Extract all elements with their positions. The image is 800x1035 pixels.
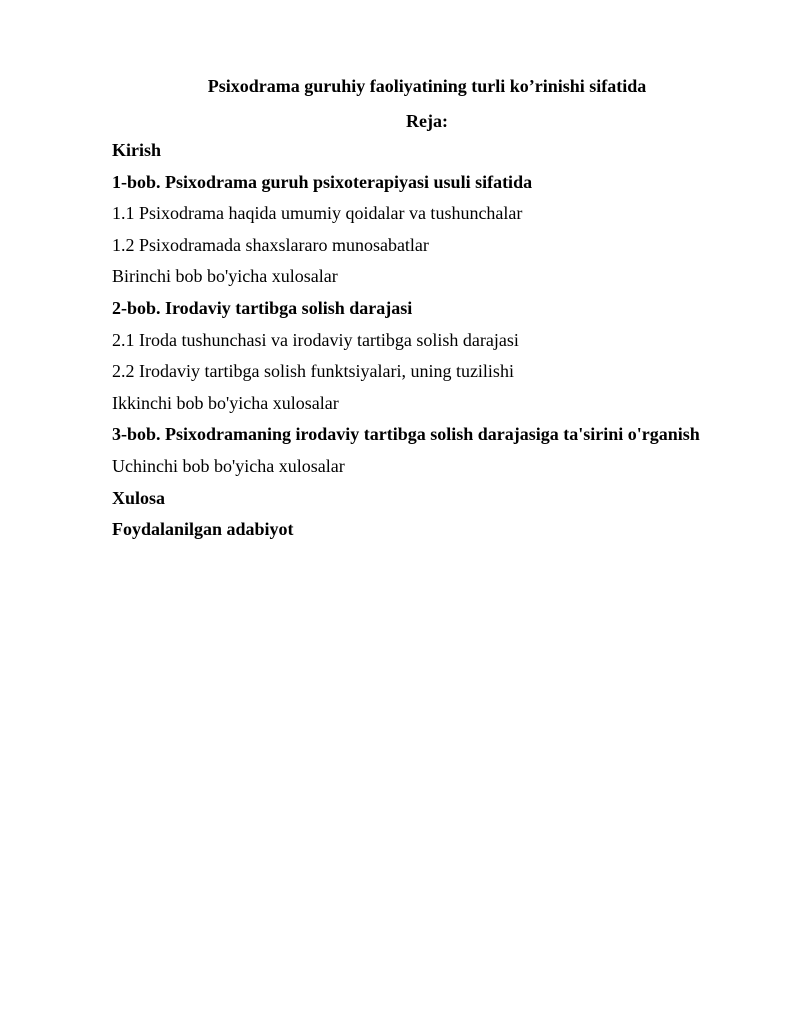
toc-item-chapter-1-conclusions: Birinchi bob bo'yicha xulosalar: [112, 266, 338, 287]
toc-item-conclusion: Xulosa: [112, 487, 166, 508]
toc-item-section-2-2: 2.2 Irodaviy tartibga solish funktsiyalari, uning tuzilishi: [112, 361, 514, 382]
toc-item-chapter-2: 2-bob. Irodaviy tartibga solish darajasi: [112, 297, 413, 318]
plan-heading: Reja:: [406, 111, 448, 131]
toc-item-introduction: Kirish: [112, 140, 162, 160]
toc-item-section-1-1: 1.1 Psixodrama haqida umumiy qoidalar va tushunchalar: [112, 203, 523, 224]
toc-item-chapter-2-conclusions: Ikkinchi bob bo'yicha xulosalar: [112, 392, 339, 413]
document-title: Psixodrama guruhiy faoliyatining turli ko’rinishi sifatida: [207, 76, 647, 96]
toc-item-chapter-1: 1-bob. Psixodrama guruh psixoterapiyasi usuli sifatida: [112, 171, 533, 192]
toc-item-references: Foydalanilgan adabiyot: [112, 519, 294, 540]
table-of-contents: [112, 139, 700, 550]
toc-item-chapter-3: 3-bob. Psixodramaning irodaviy tartibga solish darajasiga ta'sirini o'rganish: [112, 424, 700, 445]
toc-item-chapter-3-conclusions: Uchinchi bob bo'yicha xulosalar: [112, 455, 345, 476]
toc-item-section-2-1: 2.1 Iroda tushunchasi va irodaviy tartibga solish darajasi: [112, 329, 519, 350]
toc-item-section-1-2: 1.2 Psixodramada shaxslararo munosabatlar: [112, 234, 429, 255]
